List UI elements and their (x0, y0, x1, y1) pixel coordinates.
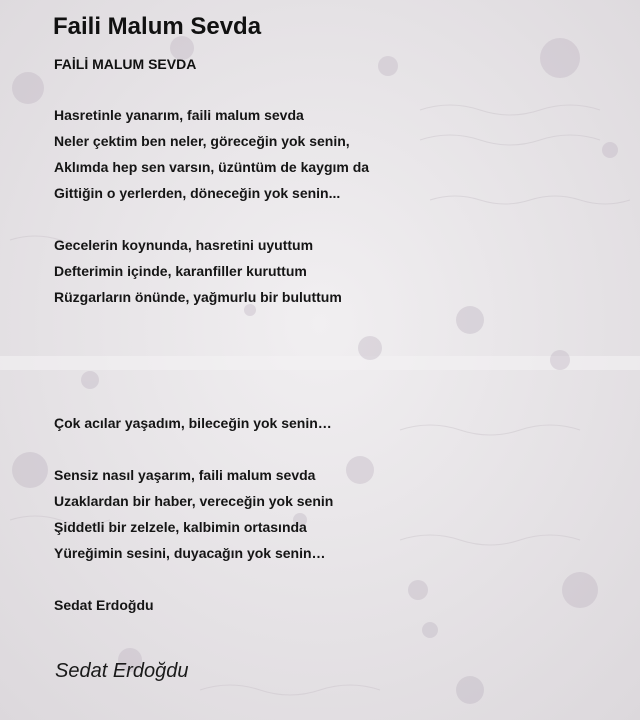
poem-line: Defterimin içinde, karanfiller kuruttum (54, 263, 307, 279)
poem-heading: FAİLİ MALUM SEVDA (54, 56, 197, 72)
poem-line: Çok acılar yaşadım, bileceğin yok senin… (54, 415, 332, 431)
poem-line: Aklımda hep sen varsın, üzüntüm de kaygım da (54, 159, 370, 175)
poem-line: Gecelerin koynunda, hasretini uyuttum (54, 237, 314, 253)
poem-line: Neler çektim ben neler, göreceğin yok senin, (54, 133, 350, 149)
author-signature: Sedat Erdoğdu (55, 660, 189, 682)
stanza-4 (54, 462, 333, 566)
poem-line: Şiddetli bir zelzele, kalbimin ortasında (54, 519, 307, 535)
stanza-1 (54, 102, 369, 206)
poem-line: Rüzgarların önünde, yağmurlu bir buluttum (54, 289, 342, 305)
poem-line: Uzaklardan bir haber, vereceğin yok senin (54, 493, 334, 509)
page-title: Faili Malum Sevda (53, 13, 262, 40)
poem-line: Sensiz nasıl yaşarım, faili malum sevda (54, 467, 316, 483)
poem-line: Yüreğimin sesini, duyacağın yok senin… (54, 545, 326, 561)
poem-author: Sedat Erdoğdu (54, 597, 154, 613)
stanza-2 (54, 232, 342, 310)
poem-line: Hasretinle yanarım, faili malum sevda (54, 107, 304, 123)
stanza-3 (54, 410, 332, 436)
poem-line: Gittiğin o yerlerden, döneceğin yok senin... (54, 185, 341, 201)
